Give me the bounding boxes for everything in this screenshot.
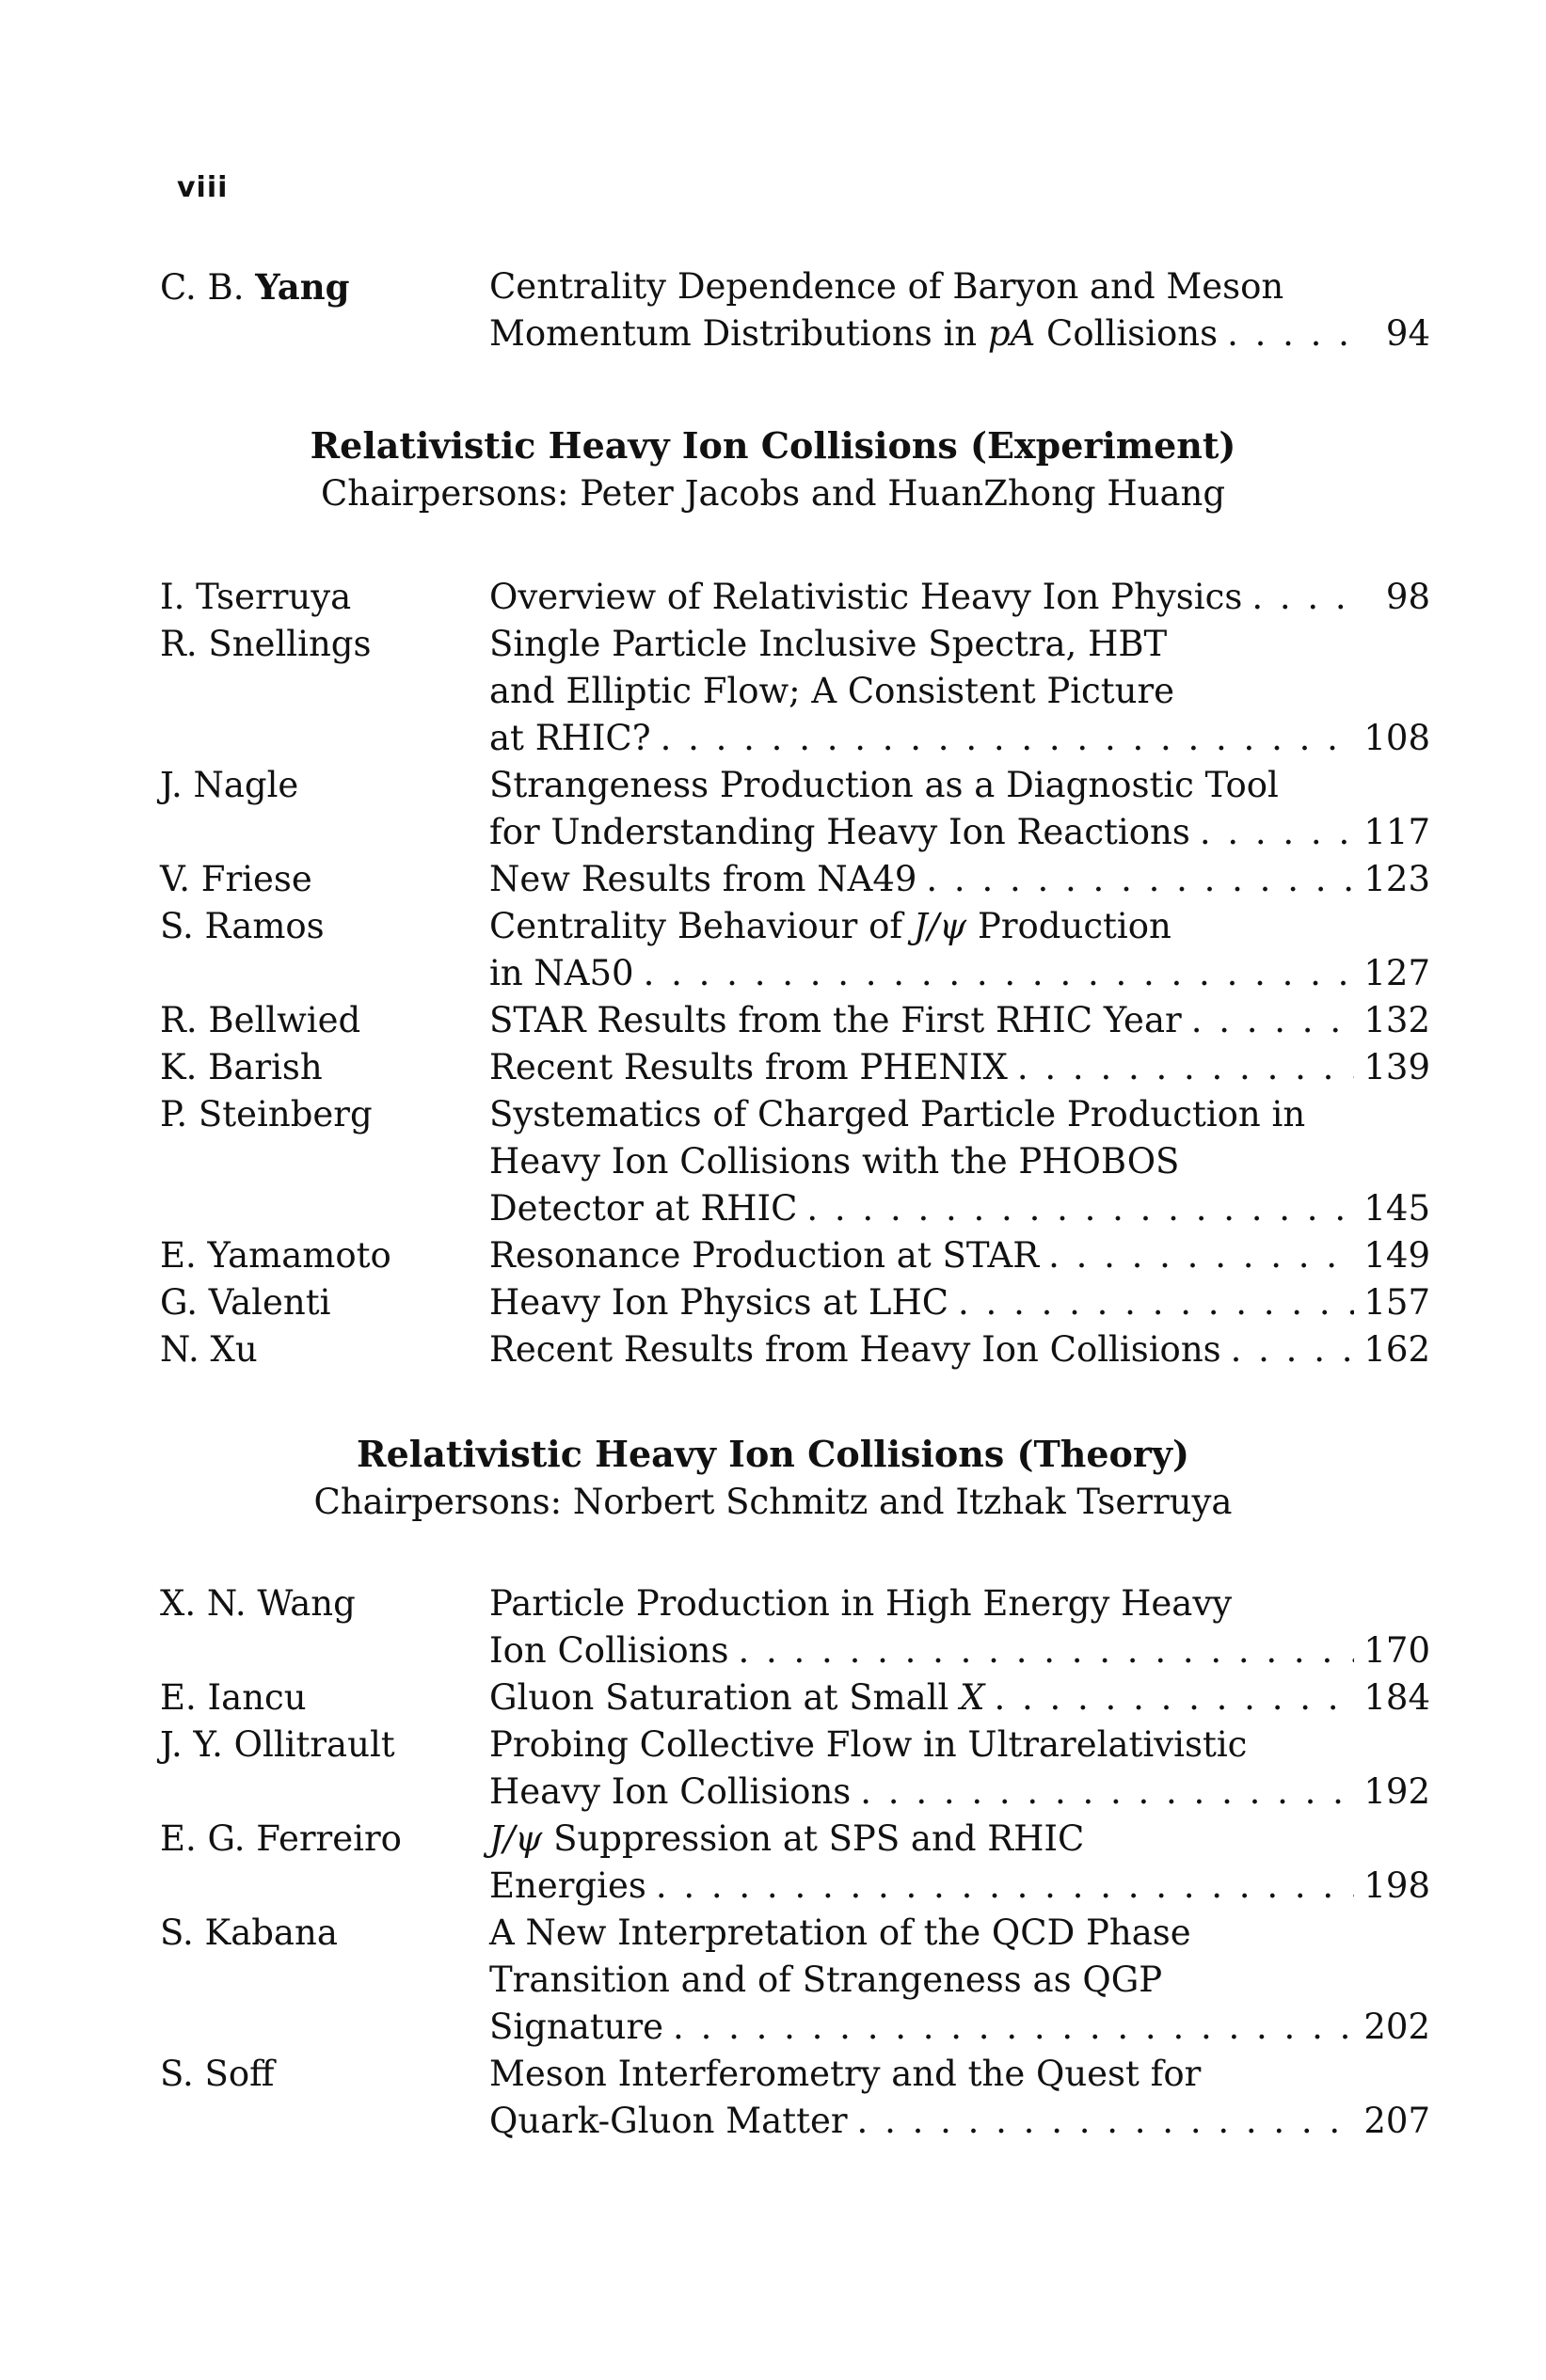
page-number: 149 <box>1363 1235 1430 1276</box>
title-line-text: Quark-Gluon Matter <box>489 2101 848 2141</box>
toc-author: N. Xu <box>160 1329 258 1370</box>
title-line-last <box>489 310 1430 357</box>
page-number: 170 <box>1363 1630 1430 1671</box>
title-line-last <box>489 715 1430 762</box>
toc-title <box>489 1674 1430 1722</box>
dot-leader <box>1191 997 1355 1044</box>
title-line-last <box>489 1674 1430 1722</box>
dot-leader <box>738 1627 1354 1674</box>
page-number: 117 <box>1363 812 1430 852</box>
title-line: A New Interpretation of the QCD Phase <box>489 1912 1191 1953</box>
section-title: Relativistic Heavy Ion Collisions (Theory) <box>357 1433 1189 1475</box>
dot-leader <box>926 856 1354 903</box>
page-folio: viii <box>177 171 229 204</box>
toc-title <box>489 1044 1430 1091</box>
title-line-text: Signature <box>489 2007 664 2047</box>
title-line-text: Ion Collisions <box>489 1630 729 1671</box>
title-line-text: Energies <box>489 1865 646 1906</box>
title-line-text: Gluon Saturation at Small X <box>489 1677 985 1718</box>
toc-title <box>489 1580 1430 1674</box>
toc-author: E. Yamamoto <box>160 1235 391 1276</box>
title-line: Heavy Ion Collisions with the PHOBOS <box>489 1141 1180 1182</box>
dot-leader <box>1200 809 1355 856</box>
title-line-text: Recent Results from Heavy Ion Collisions <box>489 1329 1221 1370</box>
toc-title <box>489 1816 1430 1910</box>
title-line: Probing Collective Flow in Ultrarelativistic <box>489 1724 1248 1765</box>
title-line: Transition and of Strangeness as QGP <box>489 1960 1163 2000</box>
section-title: Relativistic Heavy Ion Collisions (Experiment) <box>310 424 1236 467</box>
toc-title <box>489 1091 1430 1232</box>
toc-author: S. Ramos <box>160 906 325 946</box>
section-chairpersons: Chairpersons: Norbert Schmitz and Itzhak Tserruya <box>313 1482 1233 1522</box>
page-number: 184 <box>1363 1677 1430 1718</box>
dot-leader <box>1231 1326 1355 1373</box>
page-number: 202 <box>1363 2007 1430 2047</box>
title-line: Particle Production in High Energy Heavy <box>489 1583 1233 1624</box>
page-number: 198 <box>1363 1865 1430 1906</box>
dot-leader <box>656 1863 1355 1910</box>
title-line-last <box>489 997 1430 1044</box>
title-line: Single Particle Inclusive Spectra, HBT <box>489 624 1168 664</box>
section-chairpersons: Chairpersons: Peter Jacobs and HuanZhong Huang <box>320 473 1226 514</box>
toc-author: G. Valenti <box>160 1282 331 1323</box>
title-line: Strangeness Production as a Diagnostic Tool <box>489 765 1279 805</box>
dot-leader <box>644 950 1355 997</box>
page-number: 207 <box>1363 2101 1430 2141</box>
page-number: 108 <box>1363 718 1430 758</box>
title-line-text: in NA50 <box>489 953 634 993</box>
title-line-last <box>489 574 1430 621</box>
title-line-text: Heavy Ion Collisions <box>489 1771 852 1812</box>
toc-author: E. Iancu <box>160 1677 307 1718</box>
page-number: 123 <box>1363 859 1430 899</box>
toc-title <box>489 997 1430 1044</box>
title-line-last <box>489 2098 1430 2145</box>
title-line-text: Heavy Ion Physics at LHC <box>489 1282 949 1323</box>
title-line-last <box>489 809 1430 856</box>
toc-author: R. Bellwied <box>160 1000 361 1040</box>
title-line-last <box>489 1279 1430 1326</box>
title-line-text: Recent Results from PHENIX <box>489 1047 1008 1087</box>
toc-author: J. Nagle <box>160 765 299 805</box>
title-line-last <box>489 2004 1430 2051</box>
title-line-text: at RHIC? <box>489 718 651 758</box>
dot-leader <box>958 1279 1354 1326</box>
toc-author: E. G. Ferreiro <box>160 1818 402 1859</box>
toc-title <box>489 574 1430 621</box>
toc-title <box>489 263 1430 357</box>
toc-title <box>489 762 1430 856</box>
title-line-last <box>489 950 1430 997</box>
toc-title <box>489 2051 1430 2145</box>
page-number: 132 <box>1363 1000 1430 1040</box>
toc-author: K. Barish <box>160 1047 323 1087</box>
dot-leader <box>1048 1232 1354 1279</box>
author-surname: Yang <box>255 266 350 308</box>
toc-author: J. Y. Ollitrault <box>160 1724 395 1765</box>
toc-title <box>489 1279 1430 1326</box>
title-line-last <box>489 1769 1430 1816</box>
toc-author: I. Tserruya <box>160 577 352 617</box>
title-line: Meson Interferometry and the Quest for <box>489 2054 1202 2094</box>
page-number: 157 <box>1363 1282 1430 1323</box>
dot-leader <box>1227 310 1364 357</box>
page-number: 94 <box>1385 313 1430 354</box>
title-line-text: Detector at RHIC <box>489 1188 798 1229</box>
title-line: Centrality Dependence of Baryon and Meson <box>489 266 1284 307</box>
dot-leader <box>1017 1044 1355 1091</box>
toc-author: S. Kabana <box>160 1912 338 1953</box>
dot-leader <box>806 1185 1354 1232</box>
toc-author: R. Snellings <box>160 624 372 664</box>
author-initials: C. B. <box>160 267 256 308</box>
dot-leader <box>860 1769 1354 1816</box>
toc-title <box>489 1722 1430 1816</box>
title-line: Centrality Behaviour of J/ψ Production <box>489 906 1171 946</box>
toc-title <box>489 903 1430 997</box>
title-line-last <box>489 856 1430 903</box>
title-line-last <box>489 1044 1430 1091</box>
dot-leader <box>1251 574 1364 621</box>
dot-leader <box>994 1674 1354 1722</box>
title-line-last <box>489 1863 1430 1910</box>
title-line: Systematics of Charged Particle Production in <box>489 1094 1306 1134</box>
title-line-last <box>489 1627 1430 1674</box>
page-number: 139 <box>1363 1047 1430 1087</box>
toc-title <box>489 1232 1430 1279</box>
section-header-experiment <box>0 421 1546 517</box>
title-line-text: Overview of Relativistic Heavy Ion Physics <box>489 577 1243 617</box>
page-number: 192 <box>1363 1771 1430 1812</box>
title-line-text: for Understanding Heavy Ion Reactions <box>489 812 1190 852</box>
title-line-text: Resonance Production at STAR <box>489 1235 1040 1276</box>
page-number: 127 <box>1363 953 1430 993</box>
dot-leader <box>673 2004 1354 2051</box>
toc-author <box>160 263 350 311</box>
toc-author: S. Soff <box>160 2054 275 2094</box>
toc-title <box>489 1910 1430 2051</box>
title-line-text: Momentum Distributions in pA Collisions <box>489 313 1219 354</box>
page-number: 162 <box>1363 1329 1430 1370</box>
toc-author: P. Steinberg <box>160 1094 373 1134</box>
title-line-text: STAR Results from the First RHIC Year <box>489 1000 1182 1040</box>
title-line-text: New Results from NA49 <box>489 859 917 899</box>
title-line-last <box>489 1185 1430 1232</box>
title-line: and Elliptic Flow; A Consistent Picture <box>489 671 1175 711</box>
title-line-last <box>489 1326 1430 1373</box>
toc-author: V. Friese <box>160 859 312 899</box>
section-header-theory <box>0 1430 1546 1526</box>
page-number: 98 <box>1385 577 1430 617</box>
toc-title <box>489 621 1430 762</box>
title-line-last <box>489 1232 1430 1279</box>
page-number: 145 <box>1363 1188 1430 1229</box>
dot-leader <box>857 2098 1355 2145</box>
toc-author: X. N. Wang <box>160 1583 356 1624</box>
toc-title <box>489 1326 1430 1373</box>
dot-leader <box>661 715 1355 762</box>
toc-title <box>489 856 1430 903</box>
title-line: J/ψ Suppression at SPS and RHIC <box>489 1818 1085 1859</box>
